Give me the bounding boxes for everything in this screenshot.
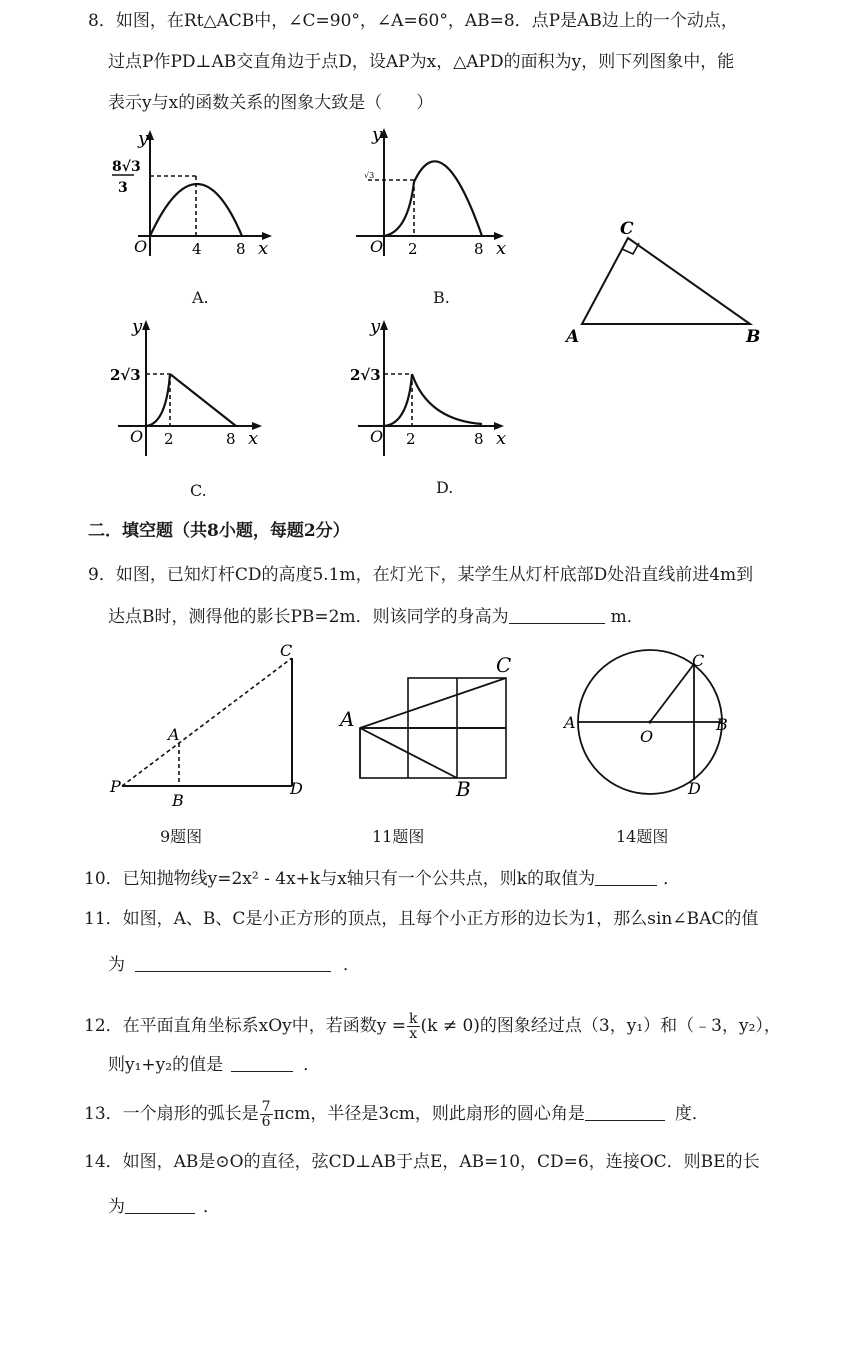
graph-c-origin: O [130,427,144,446]
fig11-caption: 11题图 [372,827,425,846]
fig14-label-c: C [692,651,705,670]
q11-line2-pre: 为 [108,955,125,975]
fig9-label-a: A [168,725,180,744]
option-b-label: B. [433,288,450,307]
q10-line [84,868,680,890]
q9-line2 [108,606,644,628]
graph-b-ytick: √3 [364,171,375,180]
graph-a-ytick-num: 8√3 [112,159,141,175]
graph-a-ylabel: y [138,128,149,149]
fig14-label-d: D [688,779,701,798]
q11-line2-post: ． [343,955,360,975]
graph-d-ytick: 2√3 [350,366,381,384]
triangle-label-a: A [566,327,580,347]
q13-frac-den: 6 [261,1114,271,1130]
q12-pre: 12．在平面直角坐标系xOy中，若函数y = [84,1016,407,1036]
fig14-caption: 14题图 [616,827,669,846]
q14-line1: 14．如图，AB是⊙O的直径，弦CD⊥AB于点E，AB=10，CD=6，连接OC．则BE的长 [84,1152,760,1172]
graph-d-xlabel: x [496,428,507,449]
graph-d-ylabel: y [370,316,381,337]
q13-pre: 13．一个扇形的弧长是 [84,1104,259,1124]
graph-b-xtick-8: 8 [474,240,484,258]
q13-frac-num: 7 [261,1099,271,1115]
fig11-label-b: B [456,777,471,801]
fig9-caption: 9题图 [160,827,203,846]
graph-c-ylabel: y [132,316,143,337]
q9-line1: 9．如图，已知灯杆CD的高度5.1m，在灯光下，某学生从灯杆底部D处沿直线前进4m到 [88,565,754,585]
q12-line2 [108,1054,320,1076]
q12-frac-num: k [409,1011,418,1027]
q9-answer-blank[interactable] [509,607,605,624]
q14-answer-blank[interactable] [125,1197,195,1214]
q12-answer-blank[interactable] [231,1055,293,1072]
graph-d-xtick-2: 2 [406,430,416,448]
graph-b-ylabel: y [372,124,383,145]
q10-post: ． [663,869,681,889]
graph-c-ytick: 2√3 [110,366,141,384]
graph-d [346,316,516,462]
option-a-label: A. [192,288,209,307]
q13-post: 度． [674,1104,709,1124]
q14-line2-pre: 为 [108,1197,125,1217]
fig9 [108,638,308,810]
q13-fraction [260,1100,273,1129]
q12-line1 [84,1006,781,1046]
fig9-label-c: C [280,641,293,660]
graph-b [350,126,520,266]
graph-c-xtick-8: 8 [226,430,236,448]
triangle-label-b: B [746,327,761,347]
q8-line2: 过点P作PD⊥AB交直角边于点D，设AP为x，△APD的面积为y，则下列图象中，能 [108,52,735,72]
graph-a-ytick-den: 3 [118,180,128,196]
option-d-label: D. [436,478,454,497]
fig14-label-a: A [564,713,576,732]
fig11 [338,650,528,800]
fig14 [564,644,744,804]
q9-line2-pre: 达点B时，测得他的影长PB=2m．则该同学的身高为 [108,607,509,627]
q13-mid: πcm，半径是3cm，则此扇形的圆心角是 [273,1104,585,1124]
q12-fraction [407,1012,419,1041]
graph-b-xtick-2: 2 [408,240,418,258]
graph-a-origin: O [134,237,148,256]
graph-d-origin: O [370,427,384,446]
q9-line2-post: m． [610,607,644,627]
option-c-label: C. [190,481,207,500]
q11-line2 [108,954,360,976]
fig14-label-o: O [640,727,654,746]
graph-c-xtick-2: 2 [164,430,174,448]
q10-answer-blank[interactable] [595,869,657,886]
fig11-label-c: C [496,653,512,677]
q13-line [84,1094,709,1134]
fig14-label-b: B [716,715,728,734]
q12-line2-pre: 则y₁+y₂的值是 [108,1055,224,1075]
graph-d-xtick-8: 8 [474,430,484,448]
section-heading: 二．填空题（共8小题，每题2分） [88,521,350,541]
q12-frac-den: x [409,1026,418,1042]
triangle-label-c: C [620,219,634,239]
graph-a-xtick-8: 8 [236,240,246,258]
q12-mid: (k ≠ 0)的图象经过点（3，y₁）和（﹣3，y₂）， [420,1016,781,1036]
q14-line2-post: ． [203,1197,220,1217]
graph-c [108,316,278,462]
fig9-label-p: P [110,777,121,796]
graph-b-xlabel: x [496,238,507,259]
q11-line1: 11．如图，A、B、C是小正方形的顶点，且每个小正方形的边长为1，那么sin∠BAC的值 [84,909,759,929]
fig11-label-a: A [340,707,355,731]
graph-a-xtick-4: 4 [192,240,202,258]
fig9-label-b: B [172,791,184,810]
q13-answer-blank[interactable] [585,1104,665,1121]
q14-line2 [108,1196,220,1218]
q8-triangle [560,218,770,348]
q11-answer-blank[interactable] [135,955,331,972]
graph-a [108,128,278,268]
graph-b-origin: O [370,237,384,256]
q10-text: 10．已知抛物线y=2x² - 4x+k与x轴只有一个公共点，则k的取值为 [84,869,596,889]
q8-line3: 表示y与x的函数关系的图象大致是（ ） [108,93,434,113]
graph-c-xlabel: x [248,428,259,449]
graph-a-xlabel: x [258,238,269,259]
q12-line2-post: ． [303,1055,321,1075]
fig9-label-d: D [290,779,303,798]
q8-line1: 8．如图，在Rt△ACB中，∠C=90°，∠A=60°，AB=8．点P是AB边上的一个动点， [88,11,738,31]
